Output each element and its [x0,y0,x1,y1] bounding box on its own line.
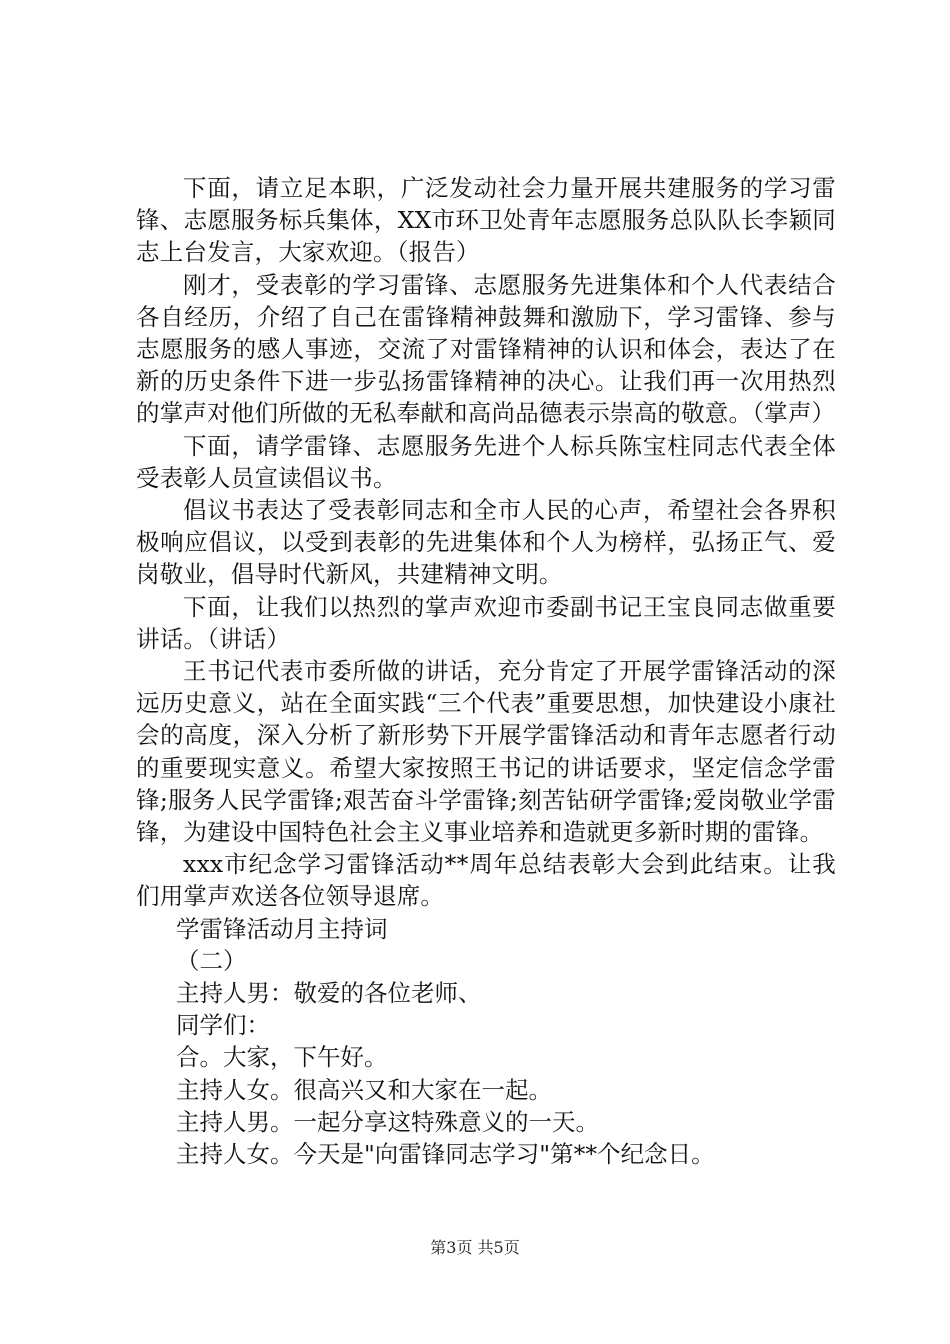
paragraph-2: 刚才，受表彰的学习雷锋、志愿服务先进集体和个人代表结合各自经历，介绍了自己在雷锋精神鼓舞和激励下，学习雷锋、参与志愿服务的感人事迹，交流了对雷锋精神的认识和体会，表达了在新的历史条件下进一步弘扬雷锋精神的决心。让我们再一次用热烈的掌声对他们所做的无私奉献和高尚品德表示崇高的敬意。（掌声） [136,270,836,428]
script-line: 主持人女。很高兴又和大家在一起。 [176,1075,552,1104]
paragraph-1: 下面，请立足本职，广泛发动社会力量开展共建服务的学习雷锋、志愿服务标兵集体，XX市环卫处青年志愿服务总队队长李颖同志上台发言，大家欢迎。（报告） [136,174,836,267]
script-line: 合。大家，下午好。 [176,1043,388,1072]
paragraph-3: 下面，请学雷锋、志愿服务先进个人标兵陈宝柱同志代表全体受表彰人员宣读倡议书。 [136,431,836,492]
page-footer: 第3页 共5页 [430,1238,520,1257]
script-line: 主持人男：敬爱的各位老师、 [176,979,482,1008]
paragraph-5: 下面，让我们以热烈的掌声欢迎市委副书记王宝良同志做重要讲话。（讲话） [136,592,836,653]
script-line: 主持人女。今天是"向雷锋同志学习"第**个纪念日。 [176,1140,715,1169]
section-title: 学雷锋活动月主持词 [176,914,388,943]
script-line: 主持人男。一起分享这特殊意义的一天。 [176,1107,599,1136]
script-line: 同学们： [176,1011,270,1040]
document-body [136,172,836,1170]
paragraph-6: 王书记代表市委所做的讲话，充分肯定了开展学雷锋活动的深远历史意义，站在全面实践“三个代表”重要思想，加快建设小康社会的高度，深入分析了新形势下开展学雷锋活动和青年志愿者行动的重要现实意义。希望大家按照王书记的讲话要求，坚定信念学雷锋;服务人民学雷锋;艰苦奋斗学雷锋;刻苦钻研学雷锋;爱岗敬业学雷锋，为建设中国特色社会主义事业培养和造就更多新时期的雷锋。 [136,657,836,847]
paragraph-4: 倡议书表达了受表彰同志和全市人民的心声，希望社会各界积极响应倡议，以受到表彰的先进集体和个人为榜样，弘扬正气、爱岗敬业，倡导时代新风，共建精神文明。 [136,496,836,589]
paragraph-7: xxx市纪念学习雷锋活动**周年总结表彰大会到此结束。让我们用掌声欢送各位领导退席。 [136,850,836,911]
section-number: （二） [176,946,247,975]
